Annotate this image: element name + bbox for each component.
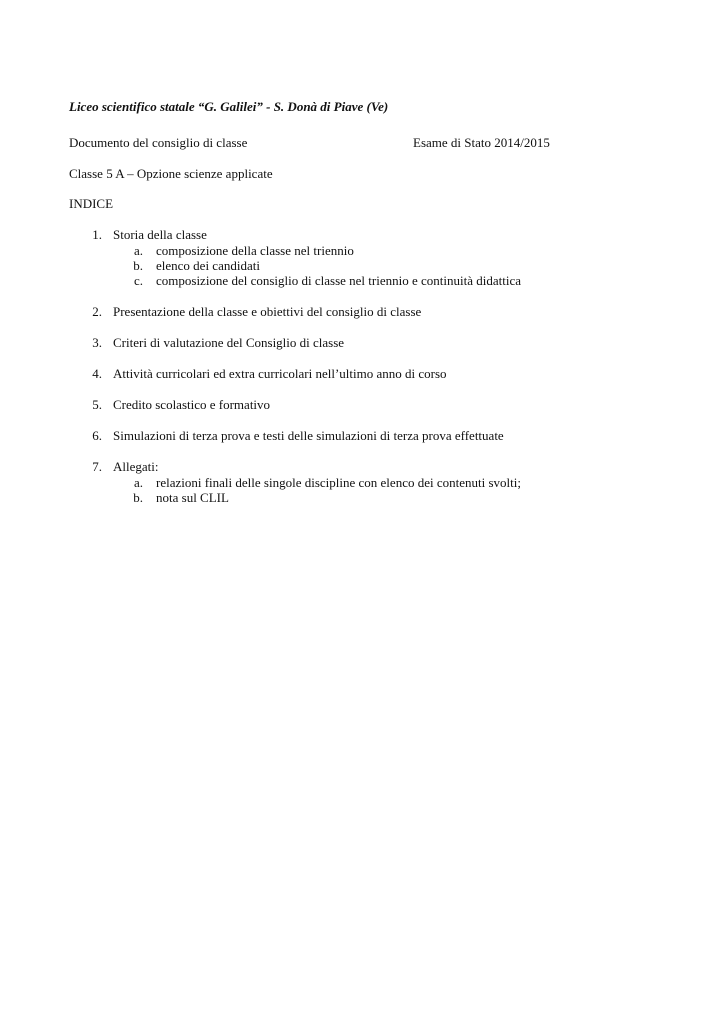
index-item-number: 5. xyxy=(92,397,102,412)
index-item-text: Presentazione della classe e obiettivi del consiglio di classe xyxy=(113,304,422,319)
index-item-number: 6. xyxy=(92,428,102,443)
index-item-text: Criteri di valutazione del Consiglio di classe xyxy=(113,335,345,350)
subitem-letter: a. xyxy=(133,243,143,258)
index-item-text: Credito scolastico e formativo xyxy=(113,397,271,412)
index-heading: INDICE xyxy=(69,196,114,211)
subitem-text: elenco dei candidati xyxy=(156,258,260,273)
class-info: Classe 5 A – Opzione scienze applicate xyxy=(69,166,273,181)
index-item-number: 3. xyxy=(92,335,102,350)
subitem-letter: b. xyxy=(133,258,143,273)
subitem-letter: c. xyxy=(133,273,143,288)
index-item-text: Attività curricolari ed extra curricolari nell’ultimo anno di corso xyxy=(113,366,447,381)
exam-year: Esame di Stato 2014/2015 xyxy=(413,135,550,150)
index-item-number: 1. xyxy=(92,227,102,242)
subitem-letter: a. xyxy=(133,475,143,490)
index-item-text: Allegati: xyxy=(113,459,159,474)
index-item-text: Storia della classe xyxy=(113,227,207,242)
subitem-text: relazioni finali delle singole discipline con elenco dei contenuti svolti; xyxy=(156,475,521,490)
subitem-text: composizione della classe nel triennio xyxy=(156,243,354,258)
subitem-text: nota sul CLIL xyxy=(156,490,229,505)
index-item-number: 4. xyxy=(92,366,102,381)
index-item-text: Simulazioni di terza prova e testi delle simulazioni di terza prova effettuate xyxy=(113,428,504,443)
index-item-number: 7. xyxy=(92,459,102,474)
document-title: Documento del consiglio di classe xyxy=(69,135,248,150)
index-item-number: 2. xyxy=(92,304,102,319)
school-name: Liceo scientifico statale “G. Galilei” - S. Donà di Piave (Ve) xyxy=(69,99,389,114)
subitem-text: composizione del consiglio di classe nel triennio e continuità didattica xyxy=(156,273,521,288)
subitem-letter: b. xyxy=(133,490,143,505)
